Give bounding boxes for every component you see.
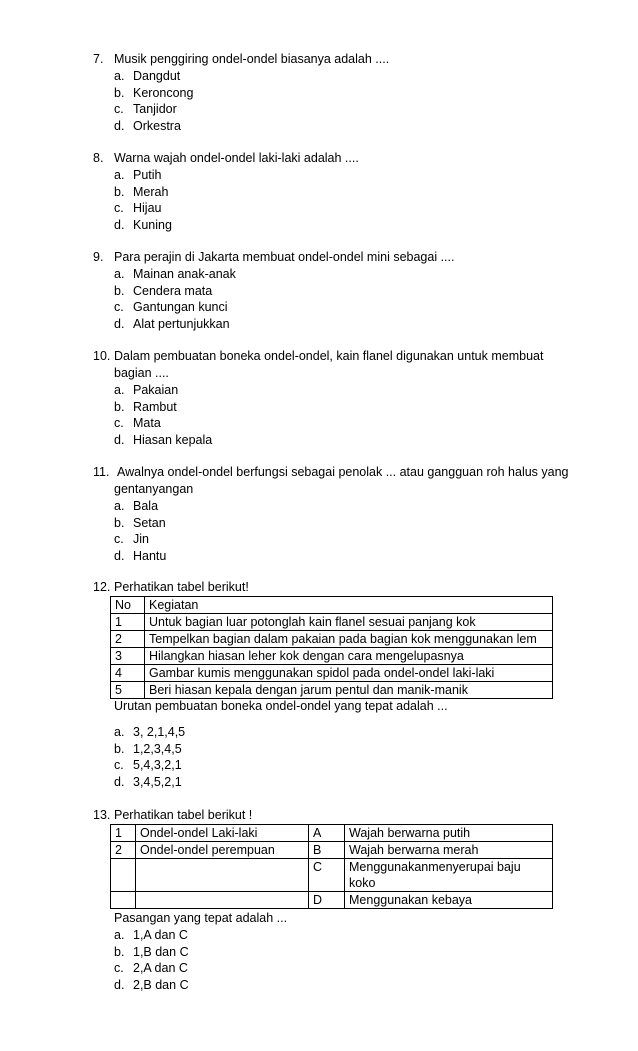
option-b: b. Rambut xyxy=(114,399,177,414)
option-d: d. 3,4,5,2,1 xyxy=(114,774,182,789)
question-number: 10. xyxy=(93,349,111,363)
table-row: 2 Ondel-ondel perempuan B Wajah berwarna merah xyxy=(111,842,553,859)
option-b: b. Cendera mata xyxy=(114,283,213,298)
table-row: 4 Gambar kumis menggunakan spidol pada ondel-ondel laki-laki xyxy=(111,665,553,682)
table-row: C Menggunakanmenyerupai baju koko xyxy=(111,859,553,892)
matching-table xyxy=(110,824,553,909)
question-7 xyxy=(93,51,563,134)
question-text: Perhatikan tabel berikut! xyxy=(114,580,249,594)
option-d: d. Hantu xyxy=(114,548,167,563)
option-c: c. Hijau xyxy=(114,201,162,216)
question-number: 7. xyxy=(93,52,104,66)
question-text: Dalam pembuatan boneka ondel-ondel, kain flanel digunakan untuk membuat xyxy=(114,349,544,363)
option-a: a. 3, 2,1,4,5 xyxy=(114,725,186,739)
option-c: c. 5,4,3,2,1 xyxy=(114,758,182,773)
activity-table xyxy=(110,596,553,699)
question-8 xyxy=(93,150,563,233)
question-text: Para perajin di Jakarta membuat ondel-ondel mini sebagai .... xyxy=(114,250,455,264)
table-header-row xyxy=(111,597,553,614)
question-number: 9. xyxy=(93,250,104,264)
question-number: 11. xyxy=(93,465,110,479)
option-a: a. Putih xyxy=(114,168,162,182)
question-11 xyxy=(93,464,583,564)
option-d: d. 2,B dan C xyxy=(114,977,189,992)
option-a: a. Mainan anak-anak xyxy=(114,267,236,281)
option-b: b. 1,B dan C xyxy=(114,944,189,959)
question-12-followup xyxy=(93,698,563,715)
question-text-continued: gentanyangan xyxy=(114,482,194,496)
table-header-cell: No xyxy=(111,597,145,614)
question-prompt: Urutan pembuatan boneka ondel-ondel yang tepat adalah ... xyxy=(114,699,448,713)
option-c: c. Gantungan kunci xyxy=(114,300,228,315)
question-prompt: Pasangan yang tepat adalah ... xyxy=(114,911,288,925)
option-a: a. Dangdut xyxy=(114,69,181,83)
table-row: 3 Hilangkan hiasan leher kok dengan cara mengelupasnya xyxy=(111,648,553,665)
question-text: Perhatikan tabel berikut ! xyxy=(114,808,253,822)
question-text: Musik penggiring ondel-ondel biasanya adalah .... xyxy=(114,52,390,66)
question-number: 13. xyxy=(93,808,111,822)
option-a: a. 1,A dan C xyxy=(114,928,188,942)
option-c: c. Mata xyxy=(114,416,161,431)
question-10 xyxy=(93,348,563,448)
question-12 xyxy=(93,579,563,596)
table-row: 2 Tempelkan bagian dalam pakaian pada bagian kok menggunakan lem xyxy=(111,631,553,648)
question-text: Awalnya ondel-ondel berfungsi sebagai penolak ... atau gangguan roh halus yang xyxy=(117,465,569,479)
question-text: Warna wajah ondel-ondel laki-laki adalah .... xyxy=(114,151,359,165)
option-d: d. Alat pertunjukkan xyxy=(114,316,230,331)
option-b: b. Keroncong xyxy=(114,85,194,100)
option-d: d. Hiasan kepala xyxy=(114,432,213,447)
question-9 xyxy=(93,249,563,332)
option-a: a. Pakaian xyxy=(114,383,179,397)
option-b: b. Merah xyxy=(114,184,169,199)
option-b: b. 1,2,3,4,5 xyxy=(114,741,182,756)
option-c: c. Tanjidor xyxy=(114,102,177,117)
option-c: c. 2,A dan C xyxy=(114,961,188,976)
question-13-followup xyxy=(93,910,563,993)
table-row: D Menggunakan kebaya xyxy=(111,892,553,909)
option-d: d. Kuning xyxy=(114,217,172,232)
table-header-cell: Kegiatan xyxy=(145,597,553,614)
table-row: 5 Beri hiasan kepala dengan jarum pentul dan manik-manik xyxy=(111,682,553,699)
option-d: d. Orkestra xyxy=(114,118,181,133)
option-c: c. Jin xyxy=(114,532,149,547)
table-row: 1 Untuk bagian luar potonglah kain flanel sesuai panjang kok xyxy=(111,614,553,631)
option-a: a. Bala xyxy=(114,499,159,513)
question-13 xyxy=(93,807,563,824)
question-number: 8. xyxy=(93,151,104,165)
question-text-continued: bagian .... xyxy=(114,366,169,380)
question-12-options xyxy=(93,724,563,790)
option-b: b. Setan xyxy=(114,515,166,530)
question-number: 12. xyxy=(93,580,111,594)
table-row: 1 Ondel-ondel Laki-laki A Wajah berwarna putih xyxy=(111,825,553,842)
